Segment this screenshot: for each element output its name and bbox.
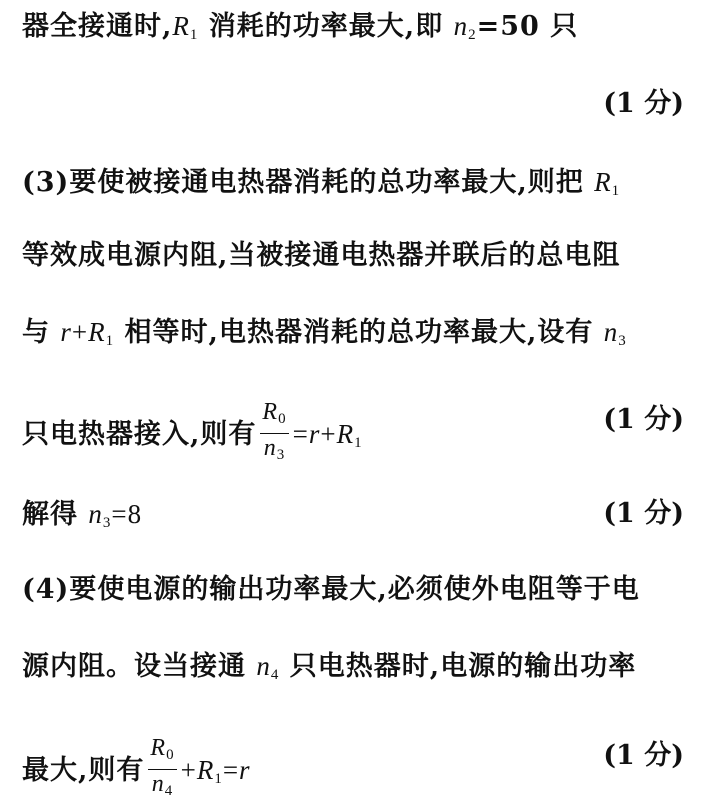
text-segment: 源内阻。设当接通: [22, 651, 257, 682]
fraction: [148, 734, 176, 805]
text-segment: =50 只: [476, 11, 579, 42]
subscript: 4: [164, 783, 174, 799]
text-segment: 解得: [22, 499, 89, 530]
subscript: 3: [276, 447, 286, 463]
var-n: n: [256, 651, 271, 681]
plus-sign: +: [320, 419, 337, 449]
equals-sign: =: [292, 419, 309, 449]
text-segment: 消耗的功率最大,即: [198, 11, 454, 42]
text-segment: 相等时,电热器消耗的总功率最大,设有: [114, 317, 604, 348]
text-segment: 只电热器接入,则有: [22, 419, 257, 450]
subscript: 1: [354, 435, 363, 451]
subscript: 1: [189, 27, 199, 43]
text-line-1: [22, 6, 694, 55]
var-R: R: [336, 419, 355, 449]
var-n: n: [88, 499, 103, 529]
var-r: r: [308, 419, 321, 449]
subscript: 2: [468, 27, 477, 43]
equals-sign: =: [222, 755, 240, 785]
plus-sign: +: [180, 755, 197, 785]
var-r: r: [60, 317, 72, 347]
var-R: R: [594, 167, 612, 197]
text-line-8: (4)要使电源的输出功率最大,必须使外电阻等于电: [22, 574, 640, 605]
fraction-numerator: [148, 734, 176, 770]
var-R: R: [262, 399, 279, 425]
fraction-denominator: [260, 434, 288, 469]
text-line-9: [22, 646, 694, 695]
text-segment: =8: [111, 499, 143, 529]
subscript: 1: [611, 183, 621, 199]
subscript: 1: [105, 333, 115, 349]
fraction-denominator: [148, 770, 176, 805]
score-label-3: (1 分): [603, 498, 684, 529]
text-segment: (3)要使被接通电热器消耗的总功率最大,则把: [22, 167, 595, 198]
plus-sign: +: [71, 317, 89, 347]
score-label-2: (1 分): [603, 404, 684, 435]
text-line-6: [22, 400, 694, 471]
text-line-10: [22, 736, 694, 807]
text-line-5: [22, 312, 694, 361]
text-segment: 最大,则有: [22, 755, 145, 786]
var-R: R: [172, 11, 190, 41]
var-R: R: [196, 755, 215, 785]
subscript: 1: [214, 771, 223, 787]
subscript: 3: [618, 333, 627, 349]
text-line-4: 等效成电源内阻,当被接通电热器并联后的总电阻: [22, 240, 621, 271]
var-R: R: [88, 317, 106, 347]
fraction-numerator: [260, 398, 288, 434]
var-n: n: [151, 771, 165, 797]
text-segment: 只电热器时,电源的输出功率: [279, 651, 637, 682]
score-label-1: (1 分): [603, 88, 684, 119]
fraction: [260, 398, 288, 469]
var-n: n: [263, 435, 277, 461]
text-line-3: [22, 162, 694, 211]
text-line-7: [22, 494, 694, 543]
var-R: R: [150, 735, 167, 761]
text-segment: 器全接通时,: [22, 11, 173, 42]
subscript: 4: [270, 667, 280, 683]
var-r: r: [239, 755, 251, 785]
subscript: 0: [278, 411, 287, 427]
var-n: n: [603, 317, 619, 347]
var-n: n: [453, 11, 469, 41]
text-segment: 与: [22, 317, 61, 348]
score-label-4: (1 分): [603, 740, 684, 771]
subscript: 0: [166, 747, 175, 763]
subscript: 3: [102, 515, 112, 531]
